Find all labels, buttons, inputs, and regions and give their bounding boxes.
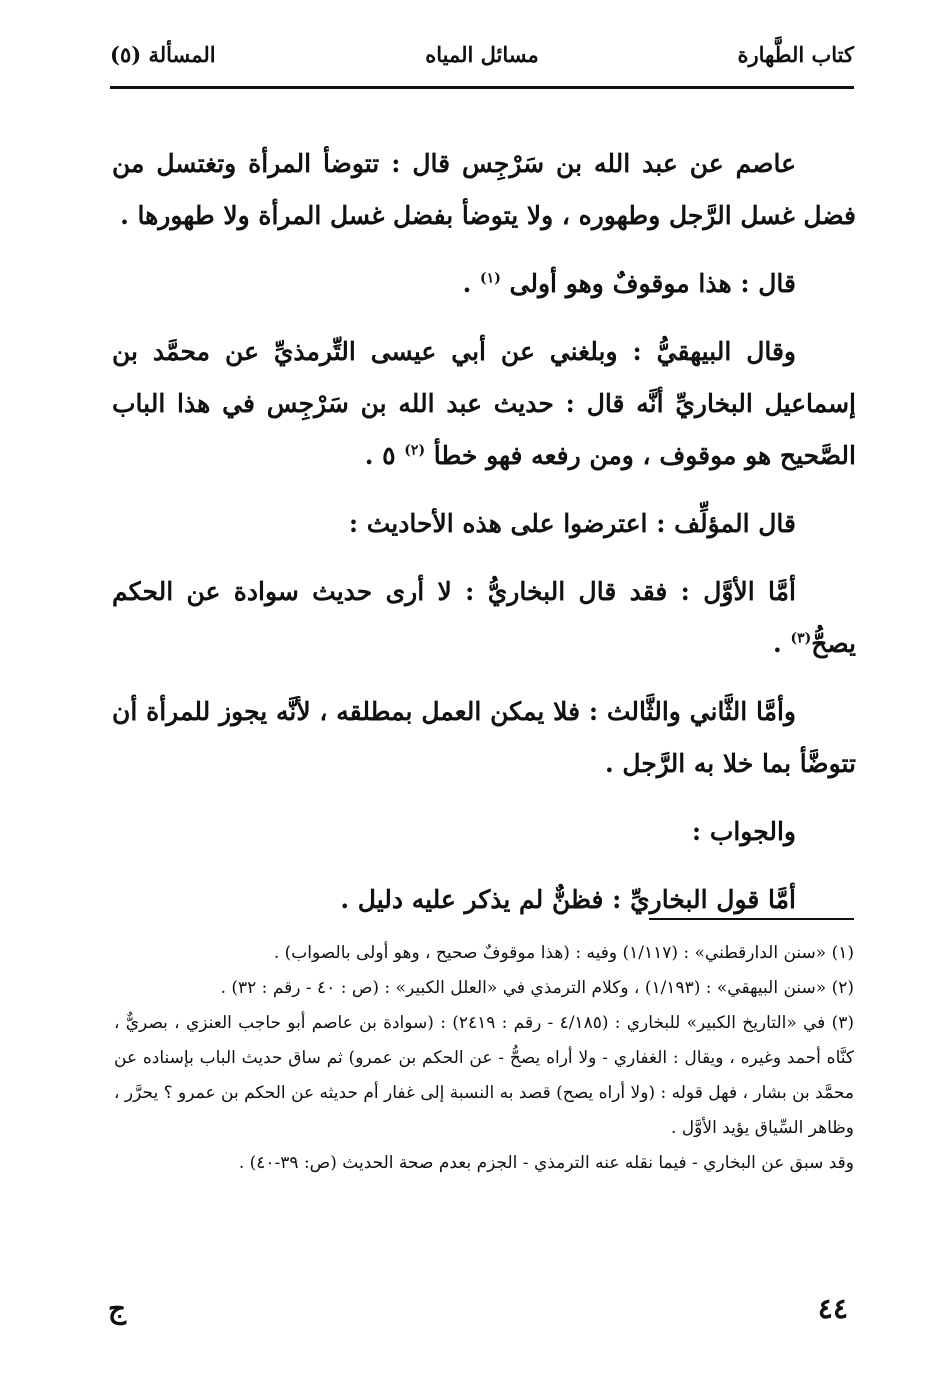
paragraph-6: وأمَّا الثَّاني والثَّالث : فلا يمكن العمل بمطلقه ، لأنَّه يجوز للمرأة أن تتوضَّأ بما خلا به الرَّجل .: [112, 697, 856, 778]
header-book-title: كتاب الطَّهارة: [737, 42, 854, 67]
footnotes: [114, 936, 854, 1181]
paragraph-5: أمَّا الأوَّل : فقد قال البخاريُّ : لا أرى حديث سوادة عن الحكم يصحُّ$^{(٣)}$ .: [112, 577, 856, 658]
main-text: [112, 138, 856, 942]
footnote-ref-3[interactable]: (٣): [790, 630, 812, 647]
running-header: [110, 38, 854, 78]
footnote-ref-2[interactable]: (٢): [404, 442, 426, 459]
paragraph-7: والجواب :: [691, 817, 796, 846]
footnote-3-continuation: وقد سبق عن البخاري - فيما نقله عنه الترمذي - الجزم بعدم صحة الحديث (ص: ٣٩-٤٠) .: [238, 1153, 854, 1173]
paragraph-3: وقال البيهقيُّ : وبلغني عن أبي عيسى التِّرمذيِّ عن محمَّد بن إسماعيل البخاريِّ أنَّه قال : حديث عبد الله بن سَرْجِس في هذا الباب الصَّحيح هو موقوف ، ومن رفعه فهو خطأ $^{(٢)}$ ٥ .: [112, 337, 856, 470]
paragraph-1: عاصم عن عبد الله بن سَرْجِس قال : تتوضأ المرأة وتغتسل من فضل غسل الرَّجل وطهوره ، ولا يتوضأ بفضل غسل المرأة ولا طهورها .: [112, 149, 856, 230]
paragraph-4: قال المؤلِّف : اعترضوا على هذه الأحاديث :: [348, 509, 796, 538]
header-divider: [110, 86, 854, 89]
footnote-divider: [649, 918, 854, 920]
footnote-ref-1[interactable]: (١): [480, 270, 501, 287]
signature-mark: ج: [108, 1292, 127, 1325]
footnote-2: (٢) «سنن البيهقي» : (١/١٩٣) ، وكلام الترمذي في «العلل الكبير» : (ص : ٤٠ - رقم : ٣٢) .: [220, 978, 854, 998]
header-chapter-title: مسائل المياه: [425, 42, 539, 67]
header-issue-number: المسألة (٥): [110, 42, 216, 67]
paragraph-8: أمَّا قول البخاريِّ : فظنٌّ لم يذكر عليه دليل .: [340, 885, 796, 914]
footnote-3: (٣) في «التاريخ الكبير» للبخاري : (٤/١٨٥ - رقم : ٢٤١٩) : (سوادة بن عاصم أبو حاجب العنزي ، بصريٌّ ، كنَّاه أحمد وغيره ، ويقال : الغفاري - ولا أراه يصحُّ - عن الحكم بن عمرو) ثم ساق حديث الباب بإسناده عن محمَّد بن بشار ، فهل قوله : (ولا أراه يصح) قصد به النسبة إلى غفار أم حديثه عن الحكم بن عمرو ؟ يحرَّر ، وظاهر السِّياق يؤيد الأوَّل .: [114, 1013, 854, 1138]
footnote-1: (١) «سنن الدارقطني» : (١/١١٧) وفيه : (هذا موقوفٌ صحيح ، وهو أولى بالصواب) .: [273, 943, 854, 963]
page-number: ٤٤: [817, 1292, 848, 1325]
paragraph-2: قال : هذا موقوفٌ وهو أولى $^{(١)}$ .: [462, 269, 796, 298]
